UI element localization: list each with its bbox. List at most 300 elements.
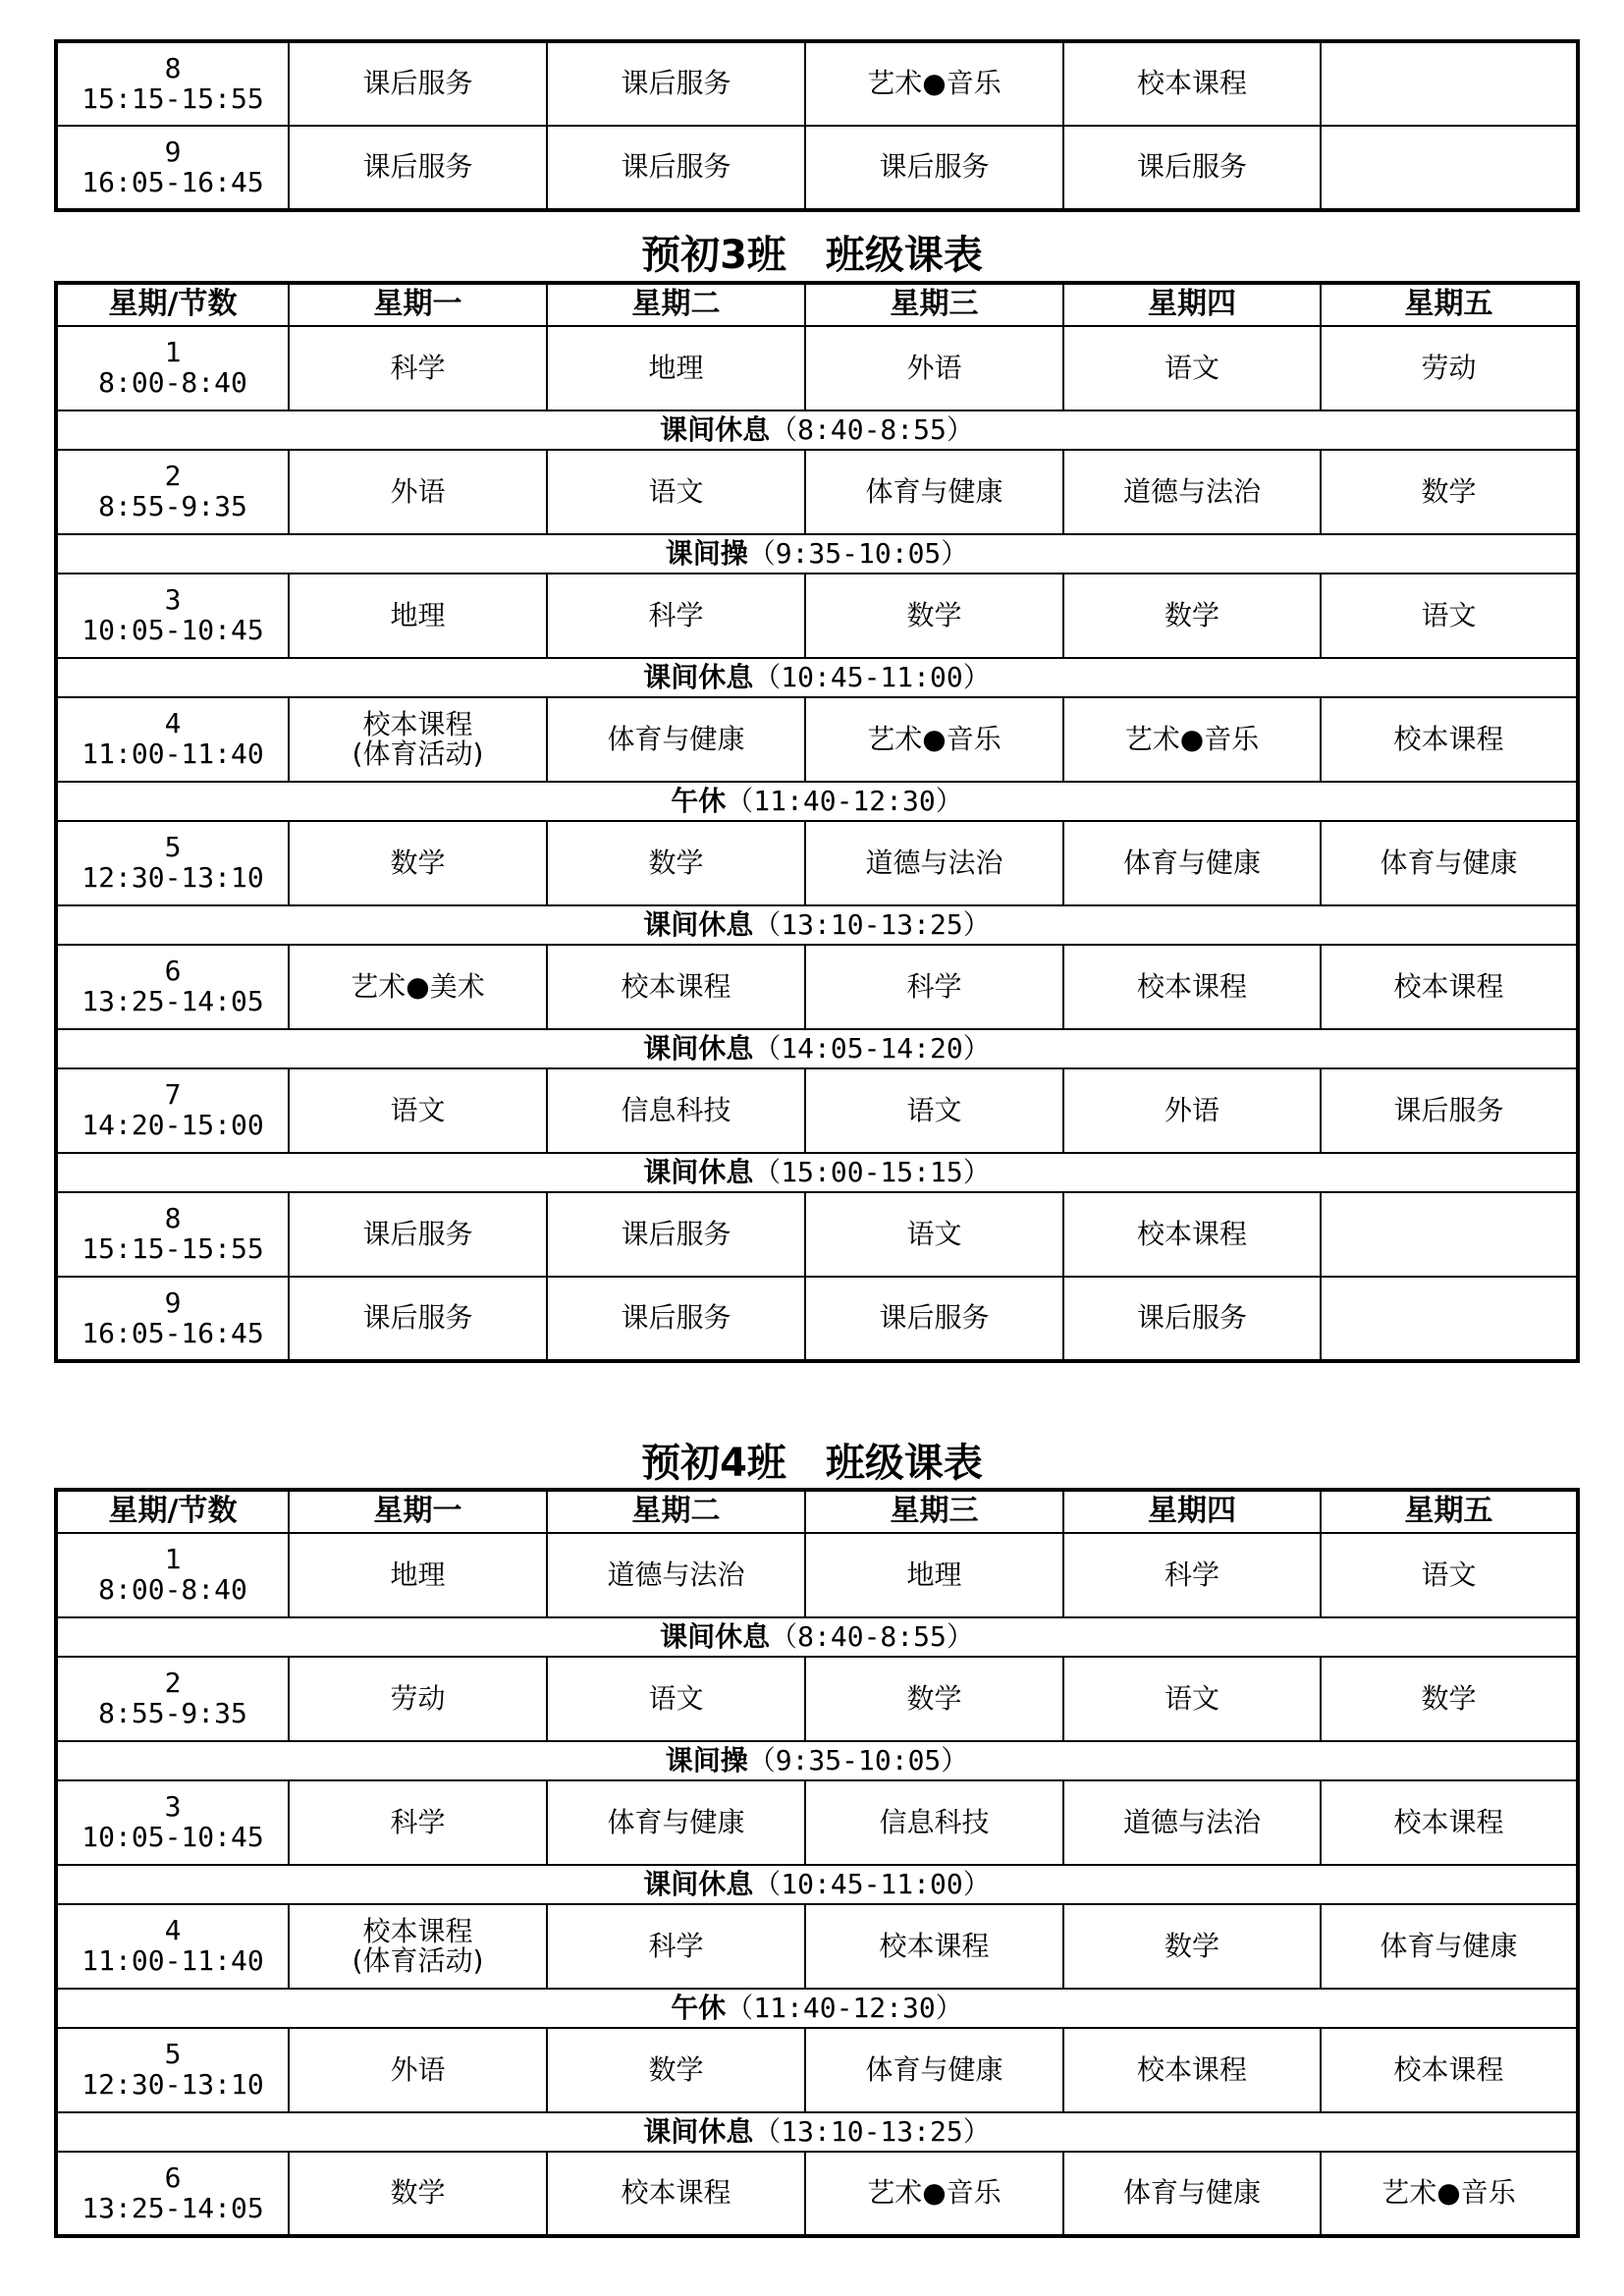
period-label — [56, 126, 289, 210]
subject-line: 校本课程 — [1393, 969, 1504, 1003]
class4-timetable — [54, 1488, 1580, 2238]
subject-line: 道德与法治 — [607, 1558, 745, 1591]
subject-cell — [289, 2028, 547, 2112]
period-number: 5 — [164, 831, 182, 864]
subject-line: 道德与法治 — [1122, 1805, 1261, 1838]
period-number: 9 — [164, 1285, 182, 1319]
weekday-header: 星期三 — [805, 1490, 1063, 1533]
subject-cell — [1063, 1192, 1321, 1277]
subject-cell — [1321, 945, 1578, 1029]
subject-cell — [805, 821, 1063, 905]
period-number: 6 — [164, 955, 182, 988]
period-number: 8 — [164, 1202, 182, 1235]
break-cell — [56, 1029, 1578, 1068]
weekday-header: 星期一 — [289, 1490, 547, 1533]
period-time: 11:00-11:40 — [81, 738, 264, 770]
subject-cell — [805, 2028, 1063, 2112]
period-row — [56, 945, 1578, 1029]
subject-cell — [1063, 945, 1321, 1029]
period-time: 15:15-15:55 — [81, 82, 264, 115]
subject-line: 数学 — [390, 2176, 446, 2210]
subject-line: 艺术●美术 — [351, 969, 485, 1003]
period-time: 11:00-11:40 — [81, 1944, 264, 1977]
subject-cell — [289, 1068, 547, 1153]
subject-line: 艺术●音乐 — [867, 2176, 1001, 2210]
break-cell — [56, 410, 1578, 450]
period-number: 8 — [164, 51, 182, 84]
subject-line: 地理 — [390, 1558, 446, 1591]
break-time: （8:40-8:55） — [770, 1619, 974, 1653]
subject-cell — [289, 1904, 547, 1989]
subject-cell — [547, 1533, 805, 1617]
subject-line: 校本课程 — [362, 1914, 473, 1947]
header-row — [56, 1490, 1578, 1533]
subject-cell — [1063, 41, 1321, 126]
subject-line: 课后服务 — [879, 1301, 990, 1335]
break-time: （8:40-8:55） — [770, 412, 974, 446]
subject-cell — [805, 1780, 1063, 1865]
break-row — [56, 658, 1578, 697]
subject-line: 课后服务 — [362, 1301, 473, 1335]
period-label — [56, 450, 289, 534]
period-row — [56, 1533, 1578, 1617]
break-cell — [56, 658, 1578, 697]
subject-cell — [805, 41, 1063, 126]
period-time: 12:30-13:10 — [81, 861, 264, 894]
subject-cell — [547, 1068, 805, 1153]
subject-cell — [547, 1904, 805, 1989]
subject-line: 课后服务 — [621, 67, 731, 100]
period-label — [56, 697, 289, 782]
class3-timetable — [54, 281, 1580, 1363]
subject-cell — [1321, 41, 1578, 126]
subject-cell — [1063, 2028, 1321, 2112]
subject-cell — [805, 1533, 1063, 1617]
subject-line: 科学 — [906, 969, 962, 1003]
period-number: 1 — [164, 1543, 182, 1576]
subject-line: 体育与健康 — [865, 2052, 1003, 2086]
period-row — [56, 1657, 1578, 1741]
break-row — [56, 2112, 1578, 2152]
break-label: 课间操 — [665, 1743, 748, 1777]
subject-cell — [1321, 2152, 1578, 2236]
break-label: 课间休息 — [643, 907, 754, 941]
subject-line: 语文 — [906, 1093, 962, 1126]
period-number: 4 — [164, 707, 182, 740]
subject-line: 课后服务 — [1393, 1093, 1504, 1126]
period-number: 7 — [164, 1078, 182, 1112]
subject-cell — [289, 821, 547, 905]
break-label: 课间休息 — [660, 1619, 771, 1653]
break-row — [56, 1865, 1578, 1904]
subject-line: 语文 — [1421, 1558, 1477, 1591]
subject-line: 课后服务 — [879, 150, 990, 184]
subject-line: 语文 — [1164, 1681, 1219, 1715]
subject-cell — [547, 697, 805, 782]
period-label — [56, 1068, 289, 1153]
top-partial-table — [54, 39, 1580, 212]
period-label — [56, 821, 289, 905]
subject-cell — [547, 1657, 805, 1741]
weekday-header: 星期四 — [1063, 283, 1321, 326]
subject-line: 数学 — [648, 846, 704, 879]
subject-line: (体育活动) — [352, 1944, 484, 1977]
subject-line: 科学 — [390, 1805, 446, 1838]
period-time: 10:05-10:45 — [81, 1821, 264, 1853]
subject-line: 科学 — [1164, 1558, 1219, 1591]
period-row — [56, 2152, 1578, 2236]
subject-cell — [289, 41, 547, 126]
subject-cell — [1063, 126, 1321, 210]
break-row — [56, 1989, 1578, 2028]
subject-cell — [805, 1068, 1063, 1153]
break-label: 午休 — [671, 784, 727, 817]
subject-line: 数学 — [390, 846, 446, 879]
subject-line: 信息科技 — [621, 1093, 731, 1126]
period-label — [56, 945, 289, 1029]
period-time: 13:25-14:05 — [81, 985, 264, 1017]
subject-line: 数学 — [648, 2052, 704, 2086]
subject-line: 语文 — [390, 1093, 446, 1126]
period-number: 5 — [164, 2038, 182, 2071]
weekday-header: 星期二 — [547, 1490, 805, 1533]
break-label: 课间休息 — [643, 2114, 754, 2148]
subject-cell — [1063, 1657, 1321, 1741]
period-time: 15:15-15:55 — [81, 1232, 264, 1265]
break-row — [56, 782, 1578, 821]
period-row — [56, 574, 1578, 658]
subject-cell — [805, 697, 1063, 782]
subject-line: 外语 — [390, 474, 446, 508]
subject-line: 体育与健康 — [1380, 846, 1518, 879]
break-label: 课间休息 — [643, 1867, 754, 1900]
class4-title: 预初4班 班级课表 — [641, 1441, 983, 1486]
period-time: 14:20-15:00 — [81, 1109, 264, 1141]
break-time: （10:45-11:00） — [753, 660, 991, 693]
break-time: （15:00-15:15） — [753, 1155, 991, 1188]
subject-cell — [289, 1277, 547, 1361]
subject-line: 校本课程 — [1136, 1217, 1247, 1250]
subject-cell — [1321, 2028, 1578, 2112]
break-time: （14:05-14:20） — [753, 1031, 991, 1065]
period-label — [56, 1533, 289, 1617]
subject-line: 科学 — [648, 598, 704, 631]
period-row — [56, 697, 1578, 782]
subject-cell — [1063, 697, 1321, 782]
subject-line: 校本课程 — [621, 2176, 731, 2210]
break-row — [56, 534, 1578, 574]
period-time: 8:55-9:35 — [98, 490, 247, 522]
period-time: 8:00-8:40 — [98, 366, 247, 399]
subject-cell — [289, 326, 547, 410]
subject-cell — [289, 574, 547, 658]
break-time: （13:10-13:25） — [753, 2114, 991, 2148]
period-label — [56, 41, 289, 126]
subject-cell — [1321, 1780, 1578, 1865]
subject-cell — [289, 1533, 547, 1617]
subject-cell — [547, 126, 805, 210]
period-row — [56, 821, 1578, 905]
break-row — [56, 905, 1578, 945]
period-row — [56, 2028, 1578, 2112]
subject-cell — [805, 1904, 1063, 1989]
period-time: 8:00-8:40 — [98, 1573, 247, 1606]
subject-line: 课后服务 — [621, 1301, 731, 1335]
subject-line: 信息科技 — [879, 1805, 990, 1838]
subject-cell — [547, 574, 805, 658]
subject-line: 语文 — [648, 474, 704, 508]
weekday-header: 星期一 — [289, 283, 547, 326]
subject-cell — [1321, 450, 1578, 534]
period-time: 13:25-14:05 — [81, 2191, 264, 2224]
subject-cell — [547, 450, 805, 534]
break-row — [56, 1029, 1578, 1068]
break-time: （9:35-10:05） — [747, 1743, 969, 1777]
subject-cell — [1063, 1904, 1321, 1989]
subject-cell — [805, 326, 1063, 410]
subject-cell — [1063, 326, 1321, 410]
subject-line: 外语 — [390, 2052, 446, 2086]
subject-line: 科学 — [648, 1929, 704, 1962]
subject-cell — [805, 450, 1063, 534]
break-cell — [56, 1741, 1578, 1780]
subject-line: 语文 — [1164, 351, 1219, 384]
subject-cell — [1321, 1192, 1578, 1277]
break-label: 课间休息 — [643, 660, 754, 693]
period-label — [56, 1780, 289, 1865]
subject-line: 艺术●音乐 — [867, 67, 1001, 100]
subject-cell — [547, 1277, 805, 1361]
subject-cell — [1321, 697, 1578, 782]
period-label — [56, 1277, 289, 1361]
period-number: 3 — [164, 1790, 182, 1824]
period-label — [56, 2152, 289, 2236]
subject-line: 校本课程 — [1136, 969, 1247, 1003]
period-row — [56, 126, 1578, 210]
subject-cell — [805, 126, 1063, 210]
subject-line: 体育与健康 — [607, 1805, 745, 1838]
subject-cell — [1321, 326, 1578, 410]
period-row — [56, 1904, 1578, 1989]
subject-cell — [547, 1192, 805, 1277]
subject-cell — [1321, 1657, 1578, 1741]
break-cell — [56, 534, 1578, 574]
subject-line: 校本课程 — [1393, 722, 1504, 755]
subject-cell — [289, 1780, 547, 1865]
period-label — [56, 1657, 289, 1741]
period-row — [56, 1068, 1578, 1153]
weekday-header: 星期五 — [1321, 1490, 1578, 1533]
break-time: （11:40-12:30） — [726, 784, 963, 817]
subject-line: 课后服务 — [362, 67, 473, 100]
subject-cell — [1321, 1904, 1578, 1989]
period-number: 2 — [164, 460, 182, 493]
subject-cell — [289, 945, 547, 1029]
period-row — [56, 41, 1578, 126]
break-cell — [56, 1617, 1578, 1657]
period-row — [56, 1277, 1578, 1361]
subject-line: 课后服务 — [1136, 150, 1247, 184]
subject-line: 数学 — [906, 1681, 962, 1715]
subject-line: 体育与健康 — [607, 722, 745, 755]
break-row — [56, 410, 1578, 450]
subject-cell — [1063, 1068, 1321, 1153]
subject-line: 艺术●音乐 — [867, 722, 1001, 755]
period-row — [56, 1192, 1578, 1277]
subject-line: 校本课程 — [1393, 2052, 1504, 2086]
subject-line: 校本课程 — [1136, 2052, 1247, 2086]
subject-cell — [1063, 1277, 1321, 1361]
subject-line: 数学 — [1164, 598, 1219, 631]
period-row — [56, 450, 1578, 534]
subject-line: 校本课程 — [879, 1929, 990, 1962]
subject-cell — [289, 1657, 547, 1741]
period-number: 4 — [164, 1914, 182, 1947]
subject-cell — [805, 574, 1063, 658]
subject-line: 劳动 — [390, 1681, 446, 1715]
break-row — [56, 1741, 1578, 1780]
subject-cell — [1063, 1533, 1321, 1617]
weekday-header: 星期四 — [1063, 1490, 1321, 1533]
subject-line: 劳动 — [1421, 351, 1477, 384]
subject-line: 艺术●音乐 — [1124, 722, 1260, 755]
subject-line: 语文 — [648, 1681, 704, 1715]
subject-cell — [547, 1780, 805, 1865]
subject-cell — [805, 1657, 1063, 1741]
break-cell — [56, 905, 1578, 945]
subject-line: 课后服务 — [621, 150, 731, 184]
period-row — [56, 1780, 1578, 1865]
subject-line: 语文 — [1421, 598, 1477, 631]
subject-line: 课后服务 — [362, 1217, 473, 1250]
class3-title: 预初3班 班级课表 — [641, 233, 983, 278]
subject-cell — [1063, 450, 1321, 534]
period-label — [56, 2028, 289, 2112]
subject-line: 道德与法治 — [1122, 474, 1261, 508]
break-row — [56, 1617, 1578, 1657]
break-cell — [56, 2112, 1578, 2152]
break-cell — [56, 1865, 1578, 1904]
subject-cell — [1063, 821, 1321, 905]
period-label — [56, 326, 289, 410]
subject-cell — [805, 1192, 1063, 1277]
break-label: 课间休息 — [660, 412, 771, 446]
period-time: 16:05-16:45 — [81, 165, 264, 198]
subject-cell — [1063, 574, 1321, 658]
period-time: 12:30-13:10 — [81, 2068, 264, 2101]
header-row — [56, 283, 1578, 326]
subject-line: 体育与健康 — [865, 474, 1003, 508]
subject-cell — [547, 2028, 805, 2112]
subject-cell — [1321, 1068, 1578, 1153]
break-cell — [56, 782, 1578, 821]
subject-line: 艺术●音乐 — [1381, 2176, 1516, 2210]
subject-cell — [289, 697, 547, 782]
subject-cell — [1063, 1780, 1321, 1865]
subject-line: 地理 — [648, 351, 704, 384]
subject-line: 数学 — [1421, 1681, 1477, 1715]
period-time: 8:55-9:35 — [98, 1697, 247, 1729]
subject-line: (体育活动) — [352, 738, 484, 770]
period-number: 9 — [164, 135, 182, 168]
subject-cell — [1321, 1277, 1578, 1361]
subject-line: 数学 — [906, 598, 962, 631]
break-cell — [56, 1989, 1578, 2028]
subject-cell — [805, 945, 1063, 1029]
subject-line: 语文 — [906, 1217, 962, 1250]
period-time: 16:05-16:45 — [81, 1316, 264, 1349]
break-label: 课间休息 — [643, 1155, 754, 1188]
subject-line: 体育与健康 — [1380, 1929, 1518, 1962]
period-label — [56, 1192, 289, 1277]
weekday-header: 星期三 — [805, 283, 1063, 326]
subject-cell — [547, 2152, 805, 2236]
subject-line: 地理 — [390, 598, 446, 631]
subject-cell — [1321, 574, 1578, 658]
subject-line: 科学 — [390, 351, 446, 384]
subject-line: 课后服务 — [362, 150, 473, 184]
period-number: 2 — [164, 1667, 182, 1700]
subject-cell — [1321, 1533, 1578, 1617]
break-time: （13:10-13:25） — [753, 907, 991, 941]
subject-line: 外语 — [1164, 1093, 1219, 1126]
period-time: 10:05-10:45 — [81, 614, 264, 646]
subject-cell — [1321, 126, 1578, 210]
subject-line: 体育与健康 — [1122, 2176, 1261, 2210]
break-row — [56, 1153, 1578, 1192]
period-number: 6 — [164, 2160, 182, 2194]
subject-line: 数学 — [1421, 474, 1477, 508]
subject-cell — [289, 126, 547, 210]
subject-line: 校本课程 — [621, 969, 731, 1003]
header-corner: 星期/节数 — [56, 283, 289, 326]
subject-cell — [547, 945, 805, 1029]
subject-cell — [547, 821, 805, 905]
weekday-header: 星期五 — [1321, 283, 1578, 326]
subject-line: 校本课程 — [1136, 67, 1247, 100]
break-label: 课间休息 — [643, 1031, 754, 1065]
period-row — [56, 326, 1578, 410]
break-label: 课间操 — [665, 536, 748, 570]
subject-cell — [805, 2152, 1063, 2236]
period-number: 3 — [164, 583, 182, 617]
subject-line: 道德与法治 — [865, 846, 1003, 879]
subject-line: 数学 — [1164, 1929, 1219, 1962]
break-time: （9:35-10:05） — [747, 536, 969, 570]
period-label — [56, 574, 289, 658]
subject-cell — [547, 41, 805, 126]
header-corner: 星期/节数 — [56, 1490, 289, 1533]
period-label — [56, 1904, 289, 1989]
subject-line: 外语 — [906, 351, 962, 384]
subject-cell — [289, 450, 547, 534]
break-cell — [56, 1153, 1578, 1192]
subject-line: 课后服务 — [1136, 1301, 1247, 1335]
subject-line: 地理 — [906, 1558, 962, 1591]
break-label: 午休 — [671, 1991, 727, 2024]
subject-line: 校本课程 — [362, 707, 473, 740]
subject-cell — [1321, 821, 1578, 905]
weekday-header: 星期二 — [547, 283, 805, 326]
subject-line: 校本课程 — [1393, 1805, 1504, 1838]
subject-line: 课后服务 — [621, 1217, 731, 1250]
subject-cell — [289, 2152, 547, 2236]
subject-line: 体育与健康 — [1122, 846, 1261, 879]
subject-cell — [289, 1192, 547, 1277]
period-number: 1 — [164, 336, 182, 369]
subject-cell — [805, 1277, 1063, 1361]
break-time: （11:40-12:30） — [726, 1991, 963, 2024]
